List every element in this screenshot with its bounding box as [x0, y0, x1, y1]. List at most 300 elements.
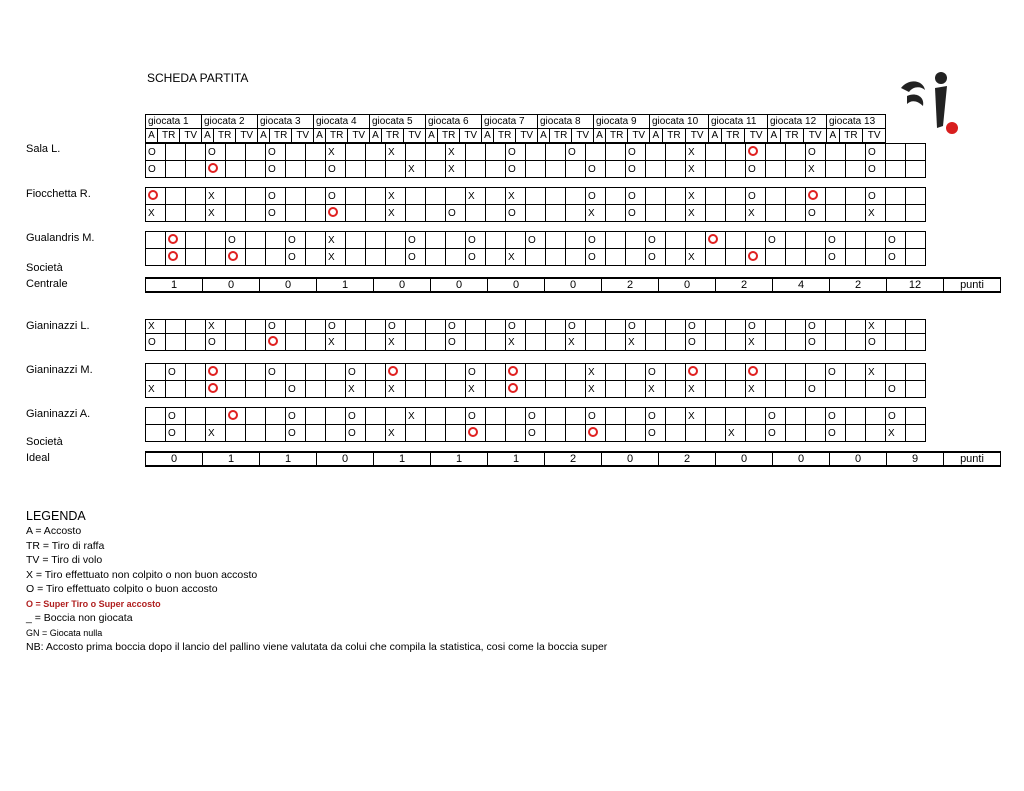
grid-cell: O: [526, 408, 546, 425]
grid-cell: [846, 144, 866, 161]
grid-cell: [686, 364, 706, 381]
sub-label: TV: [572, 129, 594, 143]
grid-cell: [426, 144, 446, 161]
grid-cell: [866, 249, 886, 266]
grid-cell: O: [506, 205, 526, 222]
grid-cell: O: [566, 144, 586, 161]
grid-cell: [806, 249, 826, 266]
giocata-score: 2: [830, 278, 887, 292]
grid-cell: O: [506, 320, 526, 334]
table-row: [146, 188, 926, 205]
grid-cell: [226, 408, 246, 425]
grid-cell: [786, 425, 806, 442]
grid-cell: [246, 334, 266, 351]
giocata-label: giocata 3: [258, 115, 314, 129]
grid-cell: [186, 232, 206, 249]
grid-cell: X: [686, 381, 706, 398]
grid-cell: [186, 320, 206, 334]
grid-cell: [426, 249, 446, 266]
grid-cell: O: [266, 161, 286, 178]
grid-cell: [686, 425, 706, 442]
giocata-score: 0: [260, 278, 317, 292]
grid-cell: [746, 364, 766, 381]
sub-label: A: [709, 129, 722, 143]
grid-cell: [706, 320, 726, 334]
grid-cell: [886, 144, 906, 161]
giocata-score: 0: [830, 452, 887, 466]
grid-cell: [766, 249, 786, 266]
giocata-score: 1: [317, 278, 374, 292]
sub-label: TR: [494, 129, 516, 143]
grid-cell: [346, 188, 366, 205]
giocata-score: 1: [431, 452, 488, 466]
grid-cell: [486, 381, 506, 398]
grid-cell: O: [446, 334, 466, 351]
grid-cell: [526, 161, 546, 178]
grid-cell: [386, 161, 406, 178]
grid-cell: O: [266, 144, 286, 161]
grid-cell: [306, 425, 326, 442]
table-row: [146, 381, 926, 398]
grid-cell: [266, 232, 286, 249]
sub-label: TR: [214, 129, 236, 143]
giocata-score: 1: [260, 452, 317, 466]
grid-cell: [726, 232, 746, 249]
grid-cell: [146, 249, 166, 266]
giocata-label: giocata 13: [827, 115, 886, 129]
grid-cell: [366, 232, 386, 249]
grid-cell: O: [866, 161, 886, 178]
grid-cell: [666, 408, 686, 425]
grid-cell: [666, 205, 686, 222]
grid-cell: O: [866, 188, 886, 205]
grid-cell: X: [746, 381, 766, 398]
super-mark: [468, 427, 478, 437]
grid-cell: [786, 232, 806, 249]
grid-cell: [446, 232, 466, 249]
grid-cell: O: [266, 364, 286, 381]
legend-tr: TR = Tiro di raffa: [26, 539, 105, 552]
grid-cell: X: [686, 144, 706, 161]
grid-cell: [406, 144, 426, 161]
grid-cell: O: [266, 320, 286, 334]
grid-cell: [626, 425, 646, 442]
grid-cell: [646, 188, 666, 205]
grid-cell: [466, 425, 486, 442]
grid-cell: X: [746, 334, 766, 351]
giocata-label: giocata 11: [709, 115, 768, 129]
grid-cell: [606, 364, 626, 381]
grid-cell: [346, 320, 366, 334]
grid-cell: [146, 232, 166, 249]
grid-cell: O: [346, 425, 366, 442]
grid-cell: [186, 425, 206, 442]
grid-cell: [206, 161, 226, 178]
super-mark: [328, 207, 338, 217]
super-mark: [208, 366, 218, 376]
grid-cell: X: [726, 425, 746, 442]
giocata-score: 1: [146, 278, 203, 292]
grid-cell: [426, 188, 446, 205]
super-mark: [168, 234, 178, 244]
grid-cell: [886, 334, 906, 351]
super-mark: [748, 366, 758, 376]
sub-label: A: [482, 129, 494, 143]
grid-cell: O: [506, 161, 526, 178]
grid-cell: [786, 364, 806, 381]
grid-cell: [366, 188, 386, 205]
grid-cell: [166, 205, 186, 222]
grid-cell: [906, 364, 926, 381]
giocata-score: 2: [545, 452, 602, 466]
grid-cell: [706, 408, 726, 425]
grid-cell: [766, 161, 786, 178]
player-grid: [145, 407, 926, 442]
giocata-label: giocata 10: [650, 115, 709, 129]
grid-cell: O: [886, 232, 906, 249]
grid-cell: [586, 320, 606, 334]
grid-cell: [246, 425, 266, 442]
grid-cell: O: [326, 161, 346, 178]
grid-cell: [566, 381, 586, 398]
super-mark: [588, 427, 598, 437]
grid-cell: [586, 334, 606, 351]
grid-cell: [406, 320, 426, 334]
sub-label: TR: [270, 129, 292, 143]
grid-cell: [626, 232, 646, 249]
grid-cell: X: [806, 161, 826, 178]
grid-cell: [826, 188, 846, 205]
grid-cell: [606, 161, 626, 178]
grid-cell: [846, 320, 866, 334]
grid-cell: O: [806, 334, 826, 351]
grid-cell: [546, 364, 566, 381]
grid-cell: [806, 364, 826, 381]
grid-cell: [246, 320, 266, 334]
grid-cell: [846, 364, 866, 381]
grid-cell: [866, 381, 886, 398]
giocata-score: 0: [203, 278, 260, 292]
grid-cell: [566, 249, 586, 266]
grid-cell: [426, 364, 446, 381]
grid-cell: [806, 232, 826, 249]
grid-cell: O: [886, 408, 906, 425]
sub-label: TV: [628, 129, 650, 143]
grid-cell: [166, 249, 186, 266]
grid-cell: [206, 381, 226, 398]
grid-cell: [506, 425, 526, 442]
player-name: Gualandris M.: [26, 232, 95, 244]
giocata-score: 2: [716, 278, 773, 292]
grid-cell: [906, 232, 926, 249]
team-name: Ideal: [26, 452, 50, 464]
sub-label: A: [827, 129, 840, 143]
grid-cell: [766, 320, 786, 334]
grid-cell: O: [886, 381, 906, 398]
player-name: Sala L.: [26, 143, 61, 155]
grid-cell: O: [626, 161, 646, 178]
grid-cell: [706, 205, 726, 222]
giocata-label: giocata 5: [370, 115, 426, 129]
grid-cell: [246, 232, 266, 249]
grid-cell: [606, 334, 626, 351]
grid-cell: O: [286, 249, 306, 266]
grid-cell: [606, 188, 626, 205]
team-label: Società: [26, 262, 63, 274]
grid-cell: O: [626, 205, 646, 222]
player-grid: [145, 363, 926, 398]
grid-cell: O: [466, 364, 486, 381]
table-row: [146, 249, 926, 266]
table-row: [146, 320, 926, 334]
sub-label: TV: [404, 129, 426, 143]
grid-cell: O: [886, 249, 906, 266]
grid-cell: [906, 249, 926, 266]
grid-cell: O: [166, 364, 186, 381]
player-name: Fiocchetta R.: [26, 188, 91, 200]
grid-cell: [806, 425, 826, 442]
sub-label: A: [768, 129, 781, 143]
grid-cell: [606, 320, 626, 334]
grid-cell: X: [326, 232, 346, 249]
grid-cell: [726, 334, 746, 351]
grid-cell: [426, 232, 446, 249]
grid-cell: [266, 425, 286, 442]
grid-cell: [226, 205, 246, 222]
grid-cell: [366, 249, 386, 266]
grid-cell: [226, 144, 246, 161]
player-name: Gianinazzi A.: [26, 408, 91, 420]
grid-cell: [306, 205, 326, 222]
grid-cell: [486, 364, 506, 381]
grid-cell: [626, 381, 646, 398]
grid-cell: O: [286, 408, 306, 425]
grid-cell: [546, 334, 566, 351]
grid-cell: X: [386, 425, 406, 442]
grid-cell: [666, 161, 686, 178]
grid-cell: [666, 320, 686, 334]
grid-cell: [786, 408, 806, 425]
grid-cell: [726, 144, 746, 161]
giocata-score: 0: [545, 278, 602, 292]
grid-cell: [246, 408, 266, 425]
grid-cell: [466, 334, 486, 351]
grid-cell: [506, 381, 526, 398]
grid-cell: O: [766, 425, 786, 442]
sub-label: A: [314, 129, 326, 143]
grid-cell: [246, 188, 266, 205]
grid-cell: [466, 205, 486, 222]
grid-cell: [326, 381, 346, 398]
grid-cell: [886, 364, 906, 381]
grid-cell: [546, 425, 566, 442]
giocata-label: giocata 1: [146, 115, 202, 129]
sub-label: A: [258, 129, 270, 143]
grid-cell: [566, 425, 586, 442]
grid-cell: [486, 408, 506, 425]
sub-label: TR: [780, 129, 804, 143]
grid-cell: [666, 144, 686, 161]
table-row: [146, 161, 926, 178]
grid-cell: [226, 425, 246, 442]
grid-cell: [206, 364, 226, 381]
grid-cell: [326, 425, 346, 442]
grid-cell: [306, 334, 326, 351]
grid-cell: [606, 381, 626, 398]
grid-cell: O: [526, 425, 546, 442]
table-row: [146, 232, 926, 249]
grid-cell: [546, 205, 566, 222]
team-name: Centrale: [26, 278, 68, 290]
grid-cell: O: [586, 188, 606, 205]
grid-cell: [246, 205, 266, 222]
grid-cell: [666, 425, 686, 442]
grid-cell: [666, 232, 686, 249]
grid-cell: O: [626, 188, 646, 205]
grid-cell: [546, 381, 566, 398]
legend-x: X = Tiro effettuato non colpito o non buon accosto: [26, 568, 258, 581]
giocata-score: 1: [203, 452, 260, 466]
giocata-score: 1: [488, 452, 545, 466]
sub-label: TV: [863, 129, 886, 143]
grid-cell: [386, 232, 406, 249]
grid-cell: [426, 334, 446, 351]
grid-cell: [486, 161, 506, 178]
sub-label: TR: [158, 129, 180, 143]
grid-cell: X: [686, 408, 706, 425]
grid-cell: [746, 249, 766, 266]
grid-cell: [166, 334, 186, 351]
grid-cell: [286, 144, 306, 161]
grid-cell: X: [446, 161, 466, 178]
grid-cell: [506, 232, 526, 249]
grid-cell: [546, 144, 566, 161]
grid-cell: X: [146, 320, 166, 334]
grid-cell: [886, 205, 906, 222]
grid-cell: [666, 249, 686, 266]
grid-cell: [146, 364, 166, 381]
total-score: 12: [887, 278, 944, 292]
grid-cell: [426, 381, 446, 398]
sub-label: TR: [382, 129, 404, 143]
grid-cell: [406, 188, 426, 205]
grid-cell: O: [766, 408, 786, 425]
grid-cell: X: [146, 205, 166, 222]
grid-cell: O: [806, 205, 826, 222]
giocata-score: 0: [602, 452, 659, 466]
grid-cell: [246, 381, 266, 398]
grid-cell: [626, 364, 646, 381]
super-mark: [168, 251, 178, 261]
giocata-label: giocata 2: [202, 115, 258, 129]
grid-cell: X: [406, 161, 426, 178]
grid-cell: X: [326, 144, 346, 161]
player-grid: [145, 143, 926, 178]
grid-cell: O: [326, 188, 346, 205]
team-score-row: [145, 277, 1001, 293]
grid-cell: X: [586, 364, 606, 381]
grid-cell: O: [826, 364, 846, 381]
grid-cell: [186, 205, 206, 222]
punti-label: punti: [944, 278, 1001, 292]
grid-cell: X: [866, 205, 886, 222]
grid-cell: [706, 188, 726, 205]
grid-cell: [206, 249, 226, 266]
grid-cell: O: [166, 408, 186, 425]
grid-cell: [286, 188, 306, 205]
grid-cell: X: [386, 381, 406, 398]
grid-cell: [366, 144, 386, 161]
grid-cell: O: [286, 232, 306, 249]
grid-cell: [646, 161, 666, 178]
grid-cell: O: [866, 144, 886, 161]
grid-cell: [526, 249, 546, 266]
grid-cell: [166, 144, 186, 161]
grid-cell: [666, 381, 686, 398]
grid-cell: [706, 334, 726, 351]
grid-cell: [866, 408, 886, 425]
grid-cell: [786, 205, 806, 222]
grid-cell: O: [346, 408, 366, 425]
grid-cell: [706, 144, 726, 161]
grid-cell: O: [406, 232, 426, 249]
grid-cell: O: [266, 205, 286, 222]
giocata-score: 0: [488, 278, 545, 292]
legend-a: A = Accosto: [26, 525, 82, 537]
grid-cell: [246, 161, 266, 178]
grid-cell: O: [226, 232, 246, 249]
grid-cell: X: [406, 408, 426, 425]
grid-cell: [706, 232, 726, 249]
grid-cell: [286, 364, 306, 381]
grid-cell: [306, 144, 326, 161]
grid-cell: O: [866, 334, 886, 351]
grid-cell: [266, 408, 286, 425]
grid-cell: [726, 205, 746, 222]
grid-cell: X: [206, 425, 226, 442]
grid-cell: [846, 425, 866, 442]
grid-cell: [606, 232, 626, 249]
grid-cell: [366, 425, 386, 442]
sub-label: TR: [326, 129, 348, 143]
grid-cell: [266, 381, 286, 398]
grid-cell: O: [746, 188, 766, 205]
legend-none: _ = Boccia non giocata: [26, 612, 133, 624]
grid-cell: [906, 381, 926, 398]
grid-cell: [826, 144, 846, 161]
grid-cell: [366, 381, 386, 398]
grid-cell: [686, 232, 706, 249]
grid-cell: O: [566, 320, 586, 334]
grid-cell: [286, 205, 306, 222]
grid-cell: O: [526, 232, 546, 249]
grid-cell: X: [506, 188, 526, 205]
sub-label: TR: [839, 129, 863, 143]
grid-cell: [726, 249, 746, 266]
grid-cell: [526, 364, 546, 381]
grid-cell: [706, 161, 726, 178]
grid-cell: [826, 334, 846, 351]
grid-cell: [186, 364, 206, 381]
grid-cell: [586, 144, 606, 161]
sub-label: A: [146, 129, 158, 143]
grid-cell: [446, 425, 466, 442]
grid-cell: [786, 144, 806, 161]
grid-cell: [786, 320, 806, 334]
legend-title: LEGENDA: [26, 509, 86, 523]
team-label: Società: [26, 436, 63, 448]
grid-cell: [706, 249, 726, 266]
